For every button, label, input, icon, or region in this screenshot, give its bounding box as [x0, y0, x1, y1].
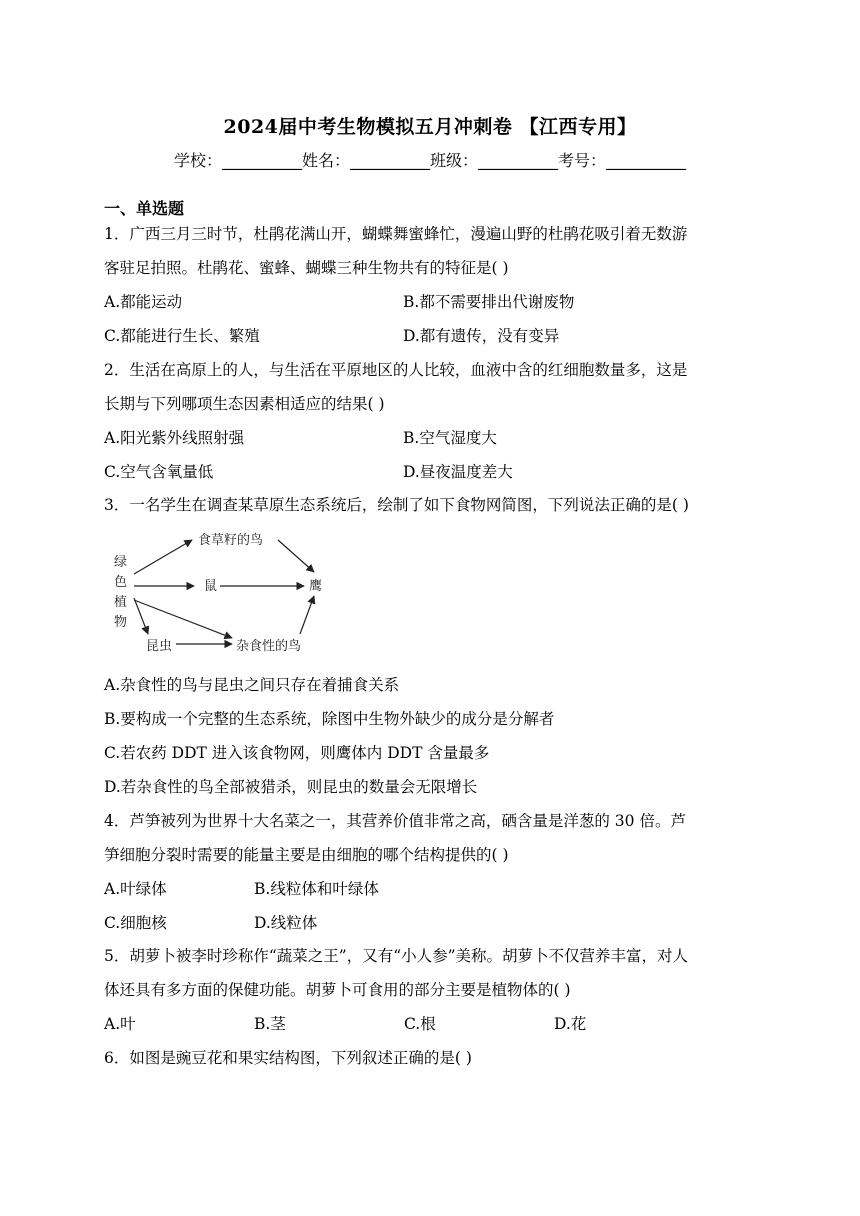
node-insect: 昆虫: [146, 639, 173, 654]
node-plant-char-4: 物: [114, 615, 128, 630]
q1-option-c: C.都能进行生长、繁殖: [104, 327, 260, 345]
node-seed-eating-bird: 食草籽的鸟: [198, 533, 264, 548]
q2-stem-line2: 长期与下列哪项生态因素相适应的结果( ): [104, 395, 385, 413]
q3-option-b: B.要构成一个完整的生态系统，除图中生物外缺少的成分是分解者: [104, 710, 555, 728]
food-web-diagram: [104, 526, 344, 664]
q2-option-c: C.空气含氧量低: [104, 463, 214, 481]
q4-option-a: A.叶绿体: [104, 880, 167, 898]
q3-option-d: D.若杂食性的鸟全部被猎杀，则昆虫的数量会无限增长: [104, 778, 478, 796]
q5-option-a: A.叶: [104, 1015, 136, 1033]
q2-option-b: B.空气湿度大: [403, 429, 497, 447]
q4-option-d: D.线粒体: [254, 914, 318, 932]
q5-option-b: B.茎: [254, 1015, 286, 1033]
arrow-plant-to-omni-bird: [134, 600, 232, 638]
q5-stem-line1: 5．胡萝卜被李时珍称作“蔬菜之王”，又有“小人参”美称。胡萝卜不仅营养丰富，对人: [104, 947, 689, 965]
q5-option-d: D.花: [554, 1015, 587, 1033]
student-info-line: 学校：__________姓名：__________班级：__________考号：__________: [173, 151, 686, 170]
q1-option-a: A.都能运动: [104, 293, 183, 311]
q1-stem-line2: 客驻足拍照。杜鹃花、蜜蜂、蝴蝶三种生物共有的特征是( ): [104, 259, 509, 277]
q3-stem-line1: 3．一名学生在调查某草原生态系统后，绘制了如下食物网简图，下列说法正确的是( ): [104, 496, 689, 514]
q1-stem-line1: 1．广西三月三时节，杜鹃花满山开，蝴蝶舞蜜蜂忙，漫遍山野的杜鹃花吸引着无数游: [104, 225, 688, 243]
node-mouse: 鼠: [204, 579, 218, 594]
node-plant-char-1: 绿: [114, 555, 128, 570]
food-web-nodes: [114, 532, 322, 654]
q4-option-b: B.线粒体和叶绿体: [254, 880, 379, 898]
q6-stem-line1: 6．如图是豌豆花和果实结构图，下列叙述正确的是( ): [104, 1049, 472, 1067]
section-heading: 一、单选题: [104, 199, 185, 218]
arrow-plant-to-insect: [134, 598, 148, 634]
arrow-plant-to-seed-bird: [134, 540, 192, 574]
arrow-seed-bird-to-hawk: [278, 540, 314, 572]
q1-option-d: D.都有遗传，没有变异: [403, 327, 560, 345]
q1-option-b: B.都不需要排出代谢废物: [403, 293, 575, 311]
node-plant-char-2: 色: [114, 575, 128, 590]
node-plant-char-3: 植: [114, 595, 128, 610]
arrow-omni-bird-to-hawk: [300, 596, 314, 634]
q4-option-c: C.细胞核: [104, 914, 167, 932]
q2-stem-line1: 2．生活在高原上的人，与生活在平原地区的人比较，血液中含的红细胞数量多，这是: [104, 361, 688, 379]
q4-stem-line2: 笋细胞分裂时需要的能量主要是由细胞的哪个结构提供的( ): [104, 846, 509, 864]
page-title: 2024届中考生物模拟五月冲刺卷 【江西专用】: [223, 116, 637, 138]
q5-stem-line2: 体还具有多方面的保健功能。胡萝卜可食用的部分主要是植物体的( ): [104, 981, 571, 999]
q3-option-a: A.杂食性的鸟与昆虫之间只存在着捕食关系: [104, 676, 400, 694]
node-omnivorous-bird: 杂食性的鸟: [236, 639, 302, 654]
q2-option-a: A.阳光紫外线照射强: [104, 429, 245, 447]
q2-option-d: D.昼夜温度差大: [403, 463, 513, 481]
food-web-arrows: [134, 540, 314, 644]
q5-option-c: C.根: [404, 1015, 436, 1033]
q3-option-c: C.若农药 DDT 进入该食物网，则鹰体内 DDT 含量最多: [104, 744, 490, 762]
node-hawk: 鹰: [309, 579, 323, 594]
q4-stem-line1: 4．芦笋被列为世界十大名菜之一，其营养价值非常之高，硒含量是洋葱的 30 倍。芦: [104, 812, 686, 830]
